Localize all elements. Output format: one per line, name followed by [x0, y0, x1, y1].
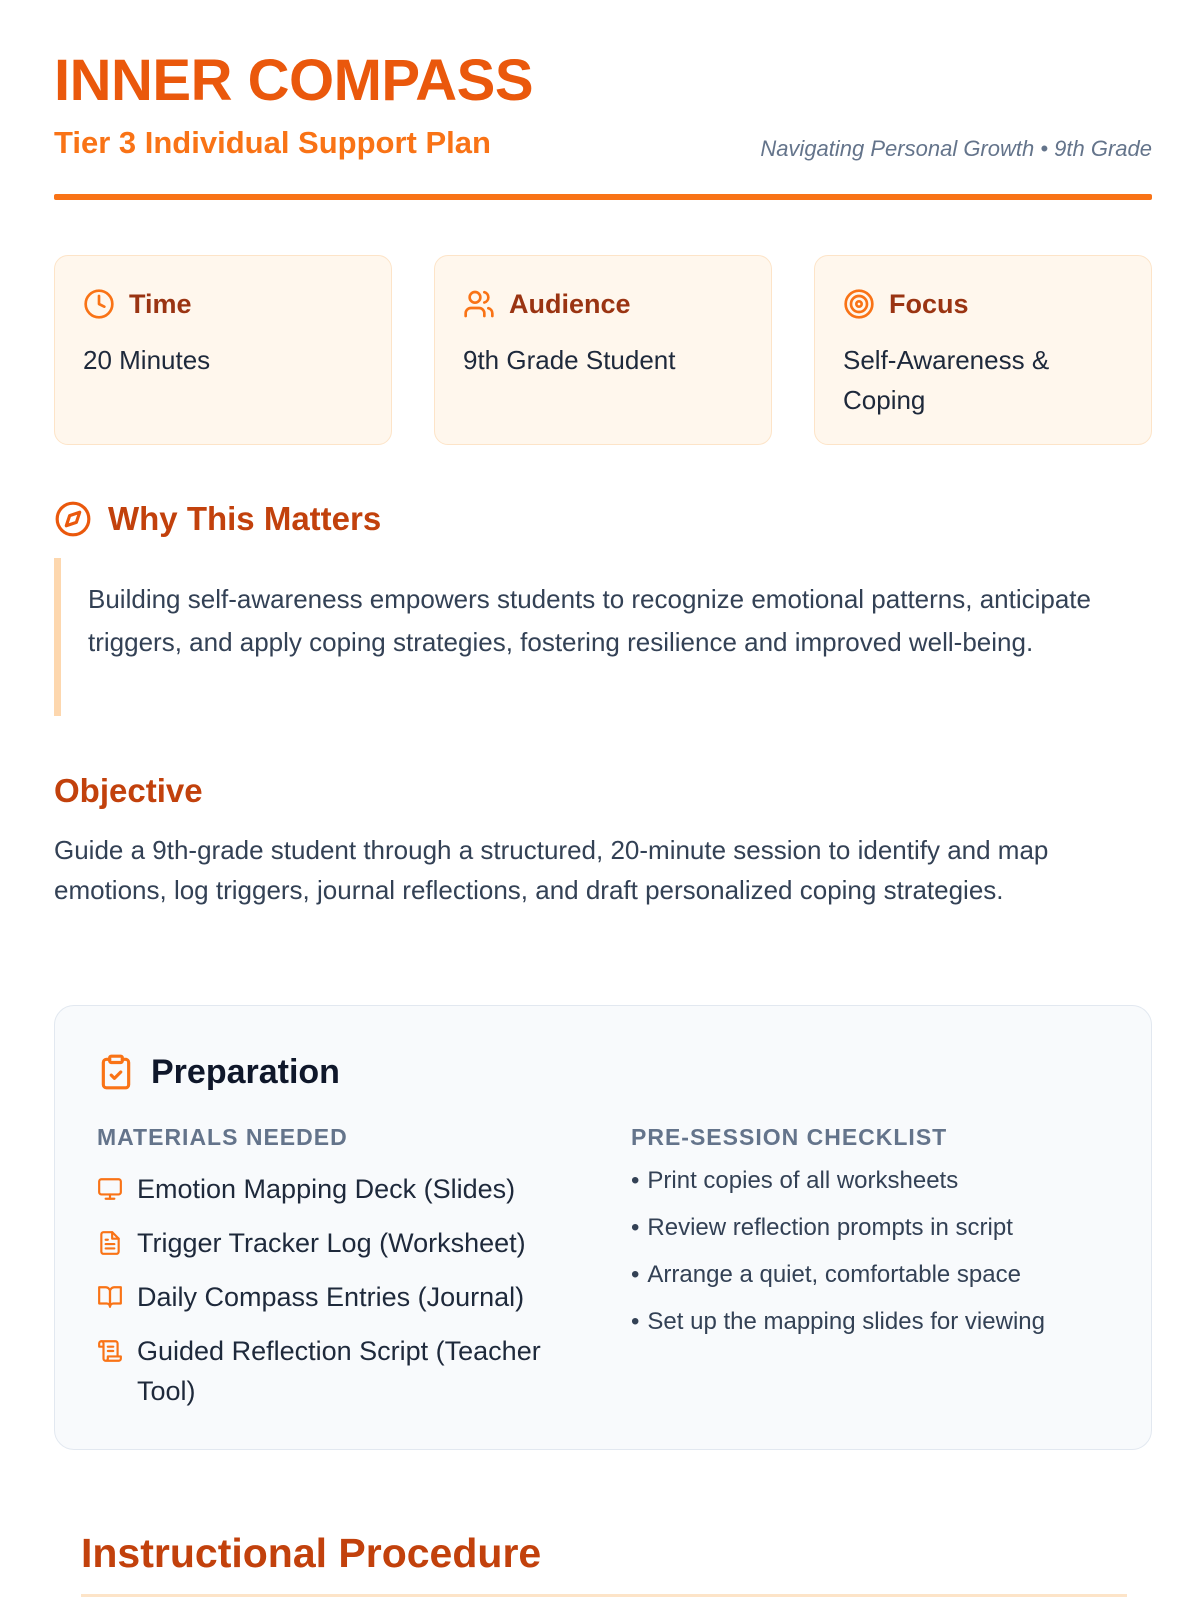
checklist-text: Print copies of all worksheets	[647, 1167, 959, 1194]
info-card-title: Focus	[889, 288, 969, 319]
scroll-icon	[97, 1338, 123, 1364]
page-subtitle: Tier 3 Individual Support Plan	[54, 125, 491, 160]
compass-icon	[54, 500, 92, 538]
material-label: Guided Reflection Script (Teacher Tool)	[137, 1336, 541, 1406]
objective-title: Objective	[54, 772, 203, 809]
list-item	[97, 1223, 577, 1263]
preparation-title: Preparation	[151, 1052, 340, 1091]
info-card-value: 20 Minutes	[83, 345, 211, 375]
objective-text: Guide a 9th-grade student through a structured, 20-minute session to identify and map emotions, log triggers, journal reflections, and draft personalized coping strategies.	[54, 835, 1049, 905]
list-item	[631, 1165, 1111, 1197]
page-title: INNER COMPASS	[54, 48, 534, 113]
list-item	[97, 1277, 577, 1317]
info-cards	[54, 255, 1152, 445]
info-card-time	[54, 255, 392, 445]
materials-column	[97, 1124, 577, 1425]
list-item	[97, 1169, 577, 1209]
info-card-title: Time	[129, 288, 192, 319]
checklist-label: PRE-SESSION CHECKLIST	[631, 1124, 948, 1150]
procedure-title: Instructional Procedure	[81, 1530, 542, 1576]
header-divider	[54, 194, 1152, 200]
page-tagline: Navigating Personal Growth • 9th Grade	[760, 136, 1152, 161]
list-item	[631, 1306, 1111, 1338]
why-heading	[54, 500, 381, 538]
monitor-icon	[97, 1176, 123, 1202]
list-item	[631, 1212, 1111, 1244]
bullet: •	[631, 1214, 640, 1241]
info-card-title: Audience	[509, 288, 631, 319]
checklist-text: Set up the mapping slides for viewing	[647, 1308, 1045, 1335]
info-card-value: Self-Awareness & Coping	[843, 345, 1050, 415]
info-card-audience	[434, 255, 772, 445]
material-label: Daily Compass Entries (Journal)	[137, 1282, 525, 1312]
header	[54, 0, 1152, 200]
clipboard-check-icon	[97, 1052, 135, 1092]
checklist-text: Review reflection prompts in script	[647, 1214, 1013, 1241]
users-icon	[463, 288, 495, 320]
book-open-icon	[97, 1284, 123, 1310]
bullet: •	[631, 1167, 640, 1194]
materials-label: MATERIALS NEEDED	[97, 1124, 348, 1150]
target-icon	[843, 288, 875, 320]
lesson-plan-page	[54, 0, 1152, 1576]
bullet: •	[631, 1308, 640, 1335]
checklist-column	[631, 1124, 1111, 1353]
why-title: Why This Matters	[108, 500, 382, 537]
procedure-divider	[81, 1594, 1127, 1597]
material-label: Emotion Mapping Deck (Slides)	[137, 1174, 516, 1204]
file-text-icon	[97, 1230, 123, 1256]
info-card-value: 9th Grade Student	[463, 345, 676, 375]
why-quote: Building self-awareness empowers students to recognize emotional patterns, anticipate triggers, and apply coping strategies, fostering resilience and improved well-being.	[54, 558, 1152, 716]
material-label: Trigger Tracker Log (Worksheet)	[137, 1228, 526, 1258]
clock-icon	[83, 288, 115, 320]
info-card-focus	[814, 255, 1152, 445]
bullet: •	[631, 1261, 640, 1288]
preparation-panel	[54, 1005, 1152, 1450]
list-item	[631, 1259, 1111, 1291]
list-item	[97, 1331, 577, 1411]
checklist-text: Arrange a quiet, comfortable space	[647, 1261, 1021, 1288]
